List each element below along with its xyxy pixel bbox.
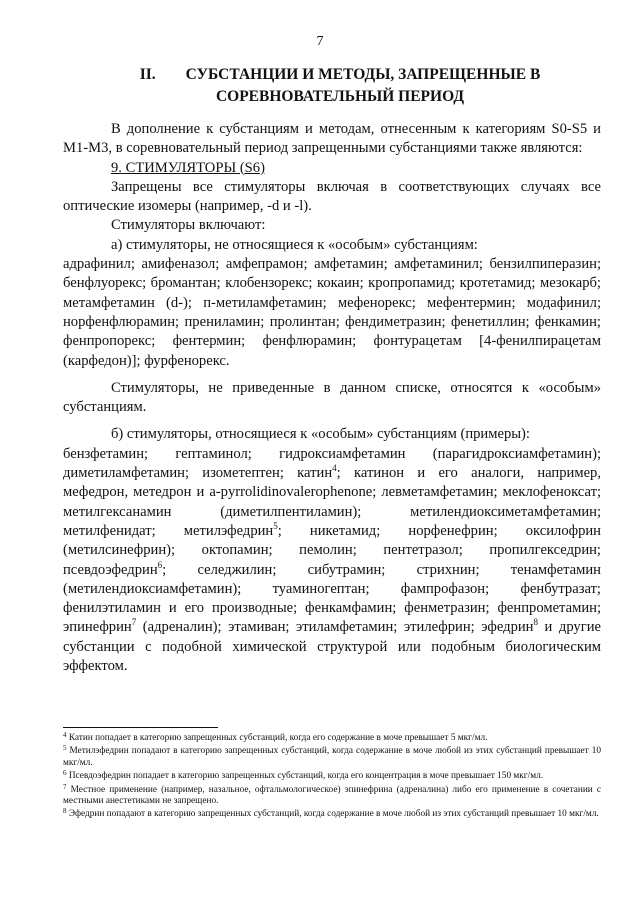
footnote-text: Эфедрин попадают в категорию запрещенных субстанций, когда содержание в моче любой из этих субстанций превышает 10 мкг/мл.	[66, 809, 599, 820]
page-number: 7	[316, 34, 324, 49]
subsection-a-list: адрафинил; амифеназол; амфепрамон; амфетамин; амфетаминил; бензилпиперазин; бенфлуорекс; бромантан; клобензорекс; кокаин; кропропамид; кротетамид; мезокарб; метамфетамин (d-); п-метиламфетамин; мефенорекс; мефентермин; модафинил; норфенфлюрамин; прениламин; пролинтан; фендиметразин; фенетиллин; фенкамин; фенпропорекс; фентермин; фенфлюрамин; фонтурацетам [4-фенилпирацетам (карфедон)]; фурфенорекс.	[63, 256, 601, 369]
footnote	[63, 771, 601, 782]
footnote-number: 7	[63, 782, 67, 791]
footnote-number: 8	[63, 807, 67, 816]
footnote-ref-7: 7	[131, 617, 137, 628]
list-b-part: бензфетамин; гептаминол; гидроксиамфетамин (парагидроксиамфетамин); диметиламфетамин; изометептен; катин	[63, 445, 601, 482]
list-b-part: ; катинон и его аналоги, например, мефедрон, метедрон и a-pyrrolidinovalerophenone; левметамфетамин; меклофеноксат; метилгексанамин (диметилпентиламин); метилендиоксиметамфетамин; метилфенидат; метилэфедрин	[63, 465, 601, 539]
paragraph-other-stimulants: Стимуляторы, не приведенные в данном списке, относятся к «особым» субстанциям.	[63, 379, 601, 416]
list-b-part: (адреналин); этамиван; этиламфетамин; этилефрин; эфедрин	[136, 619, 534, 636]
footnote-separator	[63, 727, 218, 728]
footnote-number: 6	[63, 769, 67, 778]
footnote-number: 5	[63, 744, 67, 753]
footnote	[63, 733, 601, 744]
footnote-ref-6: 6	[157, 559, 163, 570]
subsection-a-title: а) стимуляторы, не относящиеся к «особым» субстанциям:	[111, 236, 478, 253]
list-b-part: и другие субстанции с подобной химической структурой или подобным биологическим эффектом.	[63, 619, 601, 675]
paragraph-all-stimulants: Запрещены все стимуляторы включая в соответствующих случаях все оптические изомеры (например, -d и -l).	[63, 178, 601, 215]
footnote-number: 4	[63, 731, 67, 739]
footnote	[63, 809, 601, 820]
intro-paragraph: В дополнение к субстанциям и методам, отнесенным к категориям S0-S5 и M1-M3, в соревновательный период запрещенными субстанциями также являются:	[63, 121, 601, 157]
list-b-part: ; никетамид; норфенефрин; оксилофрин (метилсинефрин); октопамин; пемолин; пентетразол; пропилгекседрин; псевдоэфедрин	[63, 522, 601, 578]
footnote-text: Псевдоэфедрин попадает в категорию запрещенных субстанций, когда его концентрация в моче превышает 150 мкг/мл.	[66, 771, 544, 782]
section-heading	[90, 64, 590, 108]
list-b-part: ; селеджилин; сибутрамин; стрихнин; тенамфетамин (метилендиоксиамфетамин); туаминогептан; фампрофазон; фенбутразат; фенилэтиламин и его производные; фенкамфамин; фенметразин; фенпрометамин; эпинефрин	[63, 561, 601, 636]
heading-line-1	[90, 64, 590, 86]
heading-line-2: СОРЕВНОВАТЕЛЬНЫЙ ПЕРИОД	[215, 88, 465, 105]
footnote-text: Метилэфедрин попадают в категорию запрещенных субстанций, когда содержание в моче любой из этих субстанций превышает 10 мкг/мл.	[63, 746, 601, 768]
section-title-stimulants: 9. СТИМУЛЯТОРЫ (S6)	[111, 159, 265, 176]
footnote-ref-5: 5	[273, 520, 278, 531]
footnote-ref-8: 8	[533, 617, 538, 628]
footnote-ref-4: 4	[332, 463, 337, 474]
footnote-text: Катин попадает в категорию запрещенных субстанций, когда его содержание в моче превышает 5 мкг/мл.	[66, 733, 488, 743]
heading-line-1-text: СУБСТАНЦИИ И МЕТОДЫ, ЗАПРЕЩЕННЫЕ В	[185, 66, 541, 83]
footnotes	[63, 733, 601, 823]
heading-roman-numeral: II.	[139, 66, 156, 83]
subsection-b-list	[63, 445, 601, 677]
footnote-text: Местное применение (например, назальное, офтальмологическое) эпинефрина (адреналина) либо его применение в сочетании с местными анестетиками не запрещено.	[63, 784, 601, 807]
document-body	[63, 120, 601, 676]
footnote	[63, 746, 601, 769]
footnote	[63, 782, 601, 808]
subsection-b-title: б) стимуляторы, относящиеся к «особым» субстанциям (примеры):	[111, 426, 530, 443]
paragraph-stimulants-include: Стимуляторы включают:	[111, 217, 266, 234]
